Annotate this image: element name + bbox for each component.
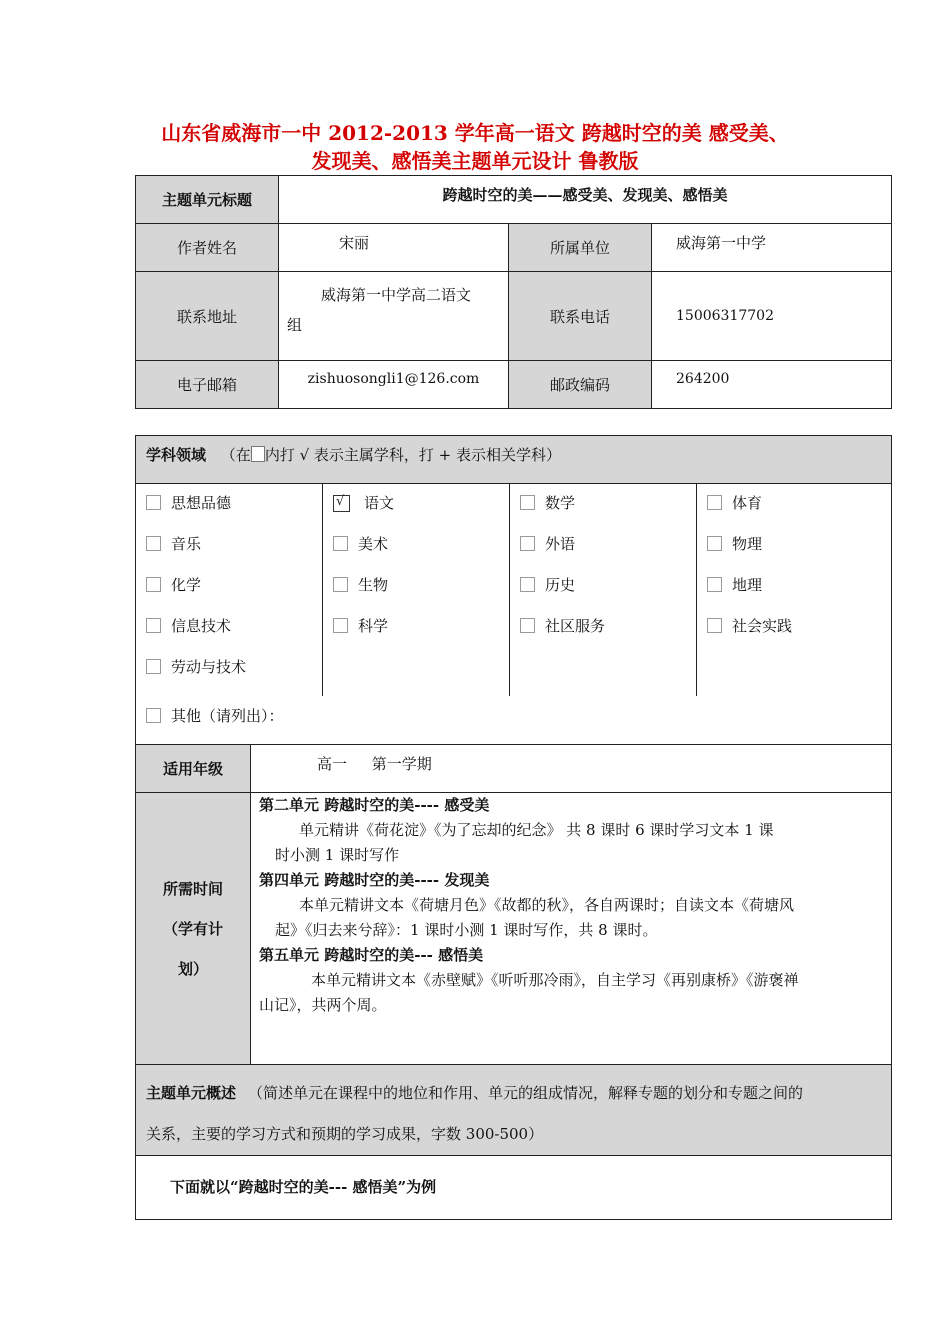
checkbox-icon[interactable]	[520, 495, 535, 510]
subject-label: 生物	[358, 576, 389, 594]
subject-item[interactable]	[136, 492, 322, 533]
info-table	[135, 175, 892, 409]
checkbox-icon[interactable]	[520, 618, 535, 633]
subject-column-2	[322, 484, 509, 696]
checkbox-checked-icon[interactable]	[333, 495, 350, 512]
unit2-body-line1: 单元精讲《荷花淀》《为了忘却的纪念》 共 8 课时 6 课时学习文本 1 课	[299, 821, 774, 839]
subject-other-label: 其他（请列出）：	[171, 707, 284, 725]
phone-value: 15006317702	[652, 272, 892, 361]
checkbox-icon[interactable]	[333, 536, 348, 551]
subject-item[interactable]	[136, 533, 322, 574]
subject-item[interactable]	[510, 615, 696, 656]
unit5-body-line1: 本单元精讲文本《赤壁赋》《听听那冷雨》，自主学习《再别康桥》《游褒禅	[311, 971, 799, 989]
grade-value: 高一 第一学期	[251, 745, 892, 793]
checkbox-sample-icon	[251, 446, 265, 462]
time-plan-label-line2: （学有计	[162, 919, 223, 938]
overview-note-line1: （简述单元在课程中的地位和作用、单元的组成情况，解释专题的划分和专题之间的	[248, 1084, 804, 1102]
subject-item[interactable]	[510, 492, 696, 533]
postcode-value: 264200	[652, 361, 892, 409]
subject-label: 美术	[358, 535, 389, 553]
checkbox-icon[interactable]	[707, 536, 722, 551]
checkbox-icon[interactable]	[520, 577, 535, 592]
subject-item[interactable]	[323, 615, 509, 656]
subject-label: 地理	[732, 576, 763, 594]
checkbox-icon[interactable]	[333, 618, 348, 633]
design-table	[135, 435, 892, 1220]
subject-grid	[136, 484, 891, 696]
checkbox-icon[interactable]	[707, 495, 722, 510]
unit2-body-line2: 时小测 1 课时写作	[275, 846, 400, 864]
subject-label: 科学	[358, 617, 389, 635]
document-title-line1: 山东省威海市一中 2012-2013 学年高一语文 跨越时空的美 感受美、	[161, 121, 789, 145]
subject-label: 物理	[732, 535, 763, 553]
subject-item[interactable]	[136, 615, 322, 656]
subject-area-label: 学科领域	[146, 446, 207, 464]
checkbox-icon[interactable]	[707, 618, 722, 633]
checkbox-icon[interactable]	[333, 577, 348, 592]
overview-note-line2: 关系，主要的学习方式和预期的学习成果，字数 300-500）	[146, 1125, 544, 1143]
theme-label: 主题单元标题	[136, 176, 279, 224]
subject-item[interactable]	[697, 492, 890, 533]
subject-item[interactable]	[510, 533, 696, 574]
subject-item[interactable]	[323, 574, 509, 615]
subject-label: 思想品德	[171, 494, 232, 512]
theme-value: 跨越时空的美——感受美、发现美、感悟美	[279, 176, 892, 224]
subject-column-3	[509, 484, 696, 696]
subject-column-4	[696, 484, 890, 696]
email-value: zishuosongli1@126.com	[279, 361, 509, 409]
time-plan-content	[251, 793, 892, 1065]
unit5-body-line2: 山记》，共两个周。	[259, 996, 387, 1014]
author-value: 宋丽	[279, 224, 509, 272]
overview-header	[136, 1065, 892, 1156]
address-value	[279, 272, 509, 361]
subject-label: 语文	[364, 494, 395, 512]
checkbox-icon[interactable]	[146, 495, 161, 510]
subject-label: 社会实践	[732, 617, 793, 635]
document-title-line2: 发现美、感悟美主题单元设计 鲁教版	[311, 149, 639, 173]
time-plan-label-line3: 划）	[177, 959, 208, 978]
subject-label: 劳动与技术	[171, 658, 247, 676]
subject-item[interactable]	[697, 574, 890, 615]
subject-item[interactable]	[510, 574, 696, 615]
subject-item[interactable]	[697, 533, 890, 574]
time-plan-label	[136, 793, 251, 1065]
subject-label: 音乐	[171, 535, 202, 553]
checkbox-icon[interactable]	[520, 536, 535, 551]
unit-label: 所属单位	[509, 224, 652, 272]
unit4-body-line1: 本单元精讲文本《荷塘月色》《故都的秋》，各自两课时；自读文本《荷塘风	[299, 896, 795, 914]
email-label: 电子邮箱	[136, 361, 279, 409]
checkbox-icon[interactable]	[146, 618, 161, 633]
grade-label: 适用年级	[136, 745, 251, 793]
subject-item[interactable]	[323, 492, 509, 533]
checkbox-icon[interactable]	[707, 577, 722, 592]
address-label: 联系地址	[136, 272, 279, 361]
subject-label: 历史	[545, 576, 576, 594]
postcode-label: 邮政编码	[509, 361, 652, 409]
subject-area-note-post: 内打 √ 表示主属学科，打 + 表示相关学科）	[264, 446, 562, 464]
checkbox-icon[interactable]	[146, 659, 161, 674]
unit5-heading: 第五单元 跨越时空的美--- 感悟美	[259, 946, 484, 964]
address-line1: 威海第一中学高二语文	[321, 286, 472, 304]
subject-other-item[interactable]	[136, 705, 891, 735]
subject-item[interactable]	[323, 533, 509, 574]
overview-label: 主题单元概述	[146, 1084, 237, 1102]
overview-example: 下面就以“跨越时空的美--- 感悟美”为例	[136, 1156, 892, 1220]
unit-value: 威海第一中学	[652, 224, 892, 272]
subject-label: 社区服务	[545, 617, 606, 635]
subject-area-note-pre: （在	[220, 446, 251, 464]
subject-label: 信息技术	[171, 617, 232, 635]
subject-area-body	[136, 484, 892, 745]
time-plan-label-line1: 所需时间	[162, 879, 223, 898]
subject-label: 化学	[171, 576, 202, 594]
checkbox-icon[interactable]	[146, 577, 161, 592]
subject-label: 体育	[732, 494, 763, 512]
subject-label: 数学	[545, 494, 576, 512]
subject-item[interactable]	[697, 615, 890, 656]
subject-item[interactable]	[136, 574, 322, 615]
subject-label: 外语	[545, 535, 576, 553]
unit2-heading: 第二单元 跨越时空的美---- 感受美	[259, 796, 490, 814]
checkbox-icon[interactable]	[146, 536, 161, 551]
address-line2: 组	[287, 316, 303, 334]
subject-column-1	[136, 484, 322, 696]
phone-label: 联系电话	[509, 272, 652, 361]
subject-area-header	[136, 436, 892, 484]
author-label: 作者姓名	[136, 224, 279, 272]
checkbox-icon[interactable]	[146, 708, 161, 723]
unit4-body-line2: 起》《归去来兮辞》：1 课时小测 1 课时写作，共 8 课时。	[275, 921, 658, 939]
unit4-heading: 第四单元 跨越时空的美---- 发现美	[259, 871, 490, 889]
subject-item[interactable]	[136, 656, 322, 697]
